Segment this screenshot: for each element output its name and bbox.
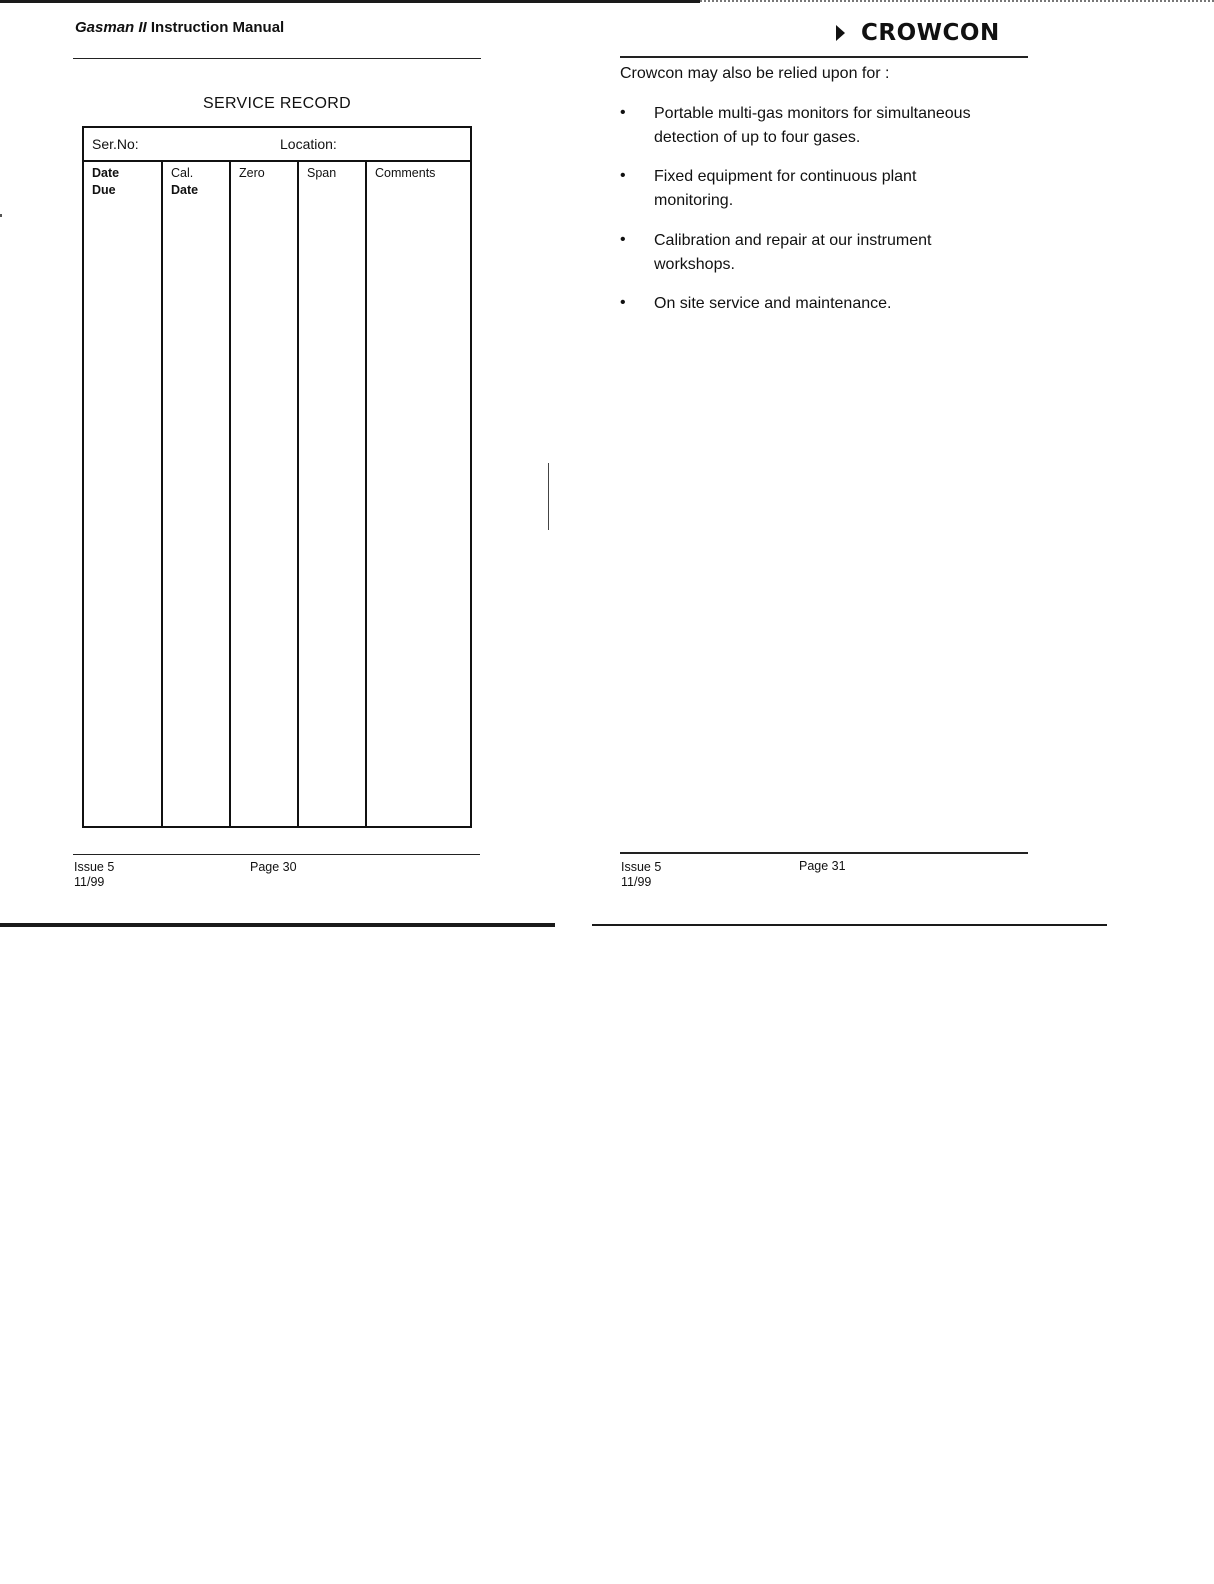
bullet-item: On site service and maintenance. — [654, 295, 892, 312]
service-record-title: SERVICE RECORD — [203, 95, 351, 112]
bullet-symbol: • — [620, 167, 626, 184]
logo-text: CROWCON — [861, 20, 1000, 46]
column-date-due — [84, 162, 161, 826]
column-zero — [229, 162, 297, 826]
manual-title — [75, 19, 284, 36]
footer-date: 11/99 — [74, 875, 105, 889]
column-header — [375, 165, 435, 182]
left-footer-rule — [73, 854, 480, 855]
column-header — [239, 165, 265, 182]
column-header-line1: Span — [307, 166, 337, 180]
column-cal-date — [161, 162, 229, 826]
bullet-item: Portable multi-gas monitors for simultaneous detection of up to four gases. — [654, 105, 971, 146]
intro-text: Crowcon may also be relied upon for : — [620, 65, 890, 82]
column-header — [92, 165, 119, 199]
ser-no-label: Ser.No: — [92, 136, 139, 152]
column-header-line1: Cal. — [171, 166, 194, 180]
left-footer-issue — [74, 860, 114, 890]
footer-issue: Issue 5 — [74, 860, 115, 874]
footer-issue: Issue 5 — [621, 860, 662, 874]
manual-title-rest: Instruction Manual — [146, 19, 285, 36]
scan-fold-mark — [548, 463, 549, 530]
bullet-symbol: • — [620, 104, 626, 121]
bullet-symbol: • — [620, 294, 626, 311]
right-footer-page: Page 31 — [799, 859, 846, 873]
column-span — [297, 162, 365, 826]
scan-edge-top — [0, 0, 700, 3]
column-header-line1: Comments — [375, 166, 436, 180]
crowcon-logo — [836, 18, 1000, 48]
bullet-item: Fixed equipment for continuous plant monitoring. — [654, 168, 917, 209]
right-footer-rule — [620, 852, 1028, 854]
scan-margin-tick — [0, 214, 2, 217]
manual-title-product: Gasman II — [75, 19, 147, 36]
bullet-symbol: • — [620, 231, 626, 248]
left-footer-page: Page 30 — [250, 860, 297, 874]
left-header-rule — [73, 58, 481, 59]
column-header-line2: Due — [92, 183, 116, 197]
chevron-right-icon — [836, 25, 845, 41]
service-record-table — [82, 126, 472, 828]
scan-edge-top-dotted — [700, 0, 1214, 5]
footer-date: 11/99 — [621, 875, 652, 889]
scan-edge-bottom-right — [592, 924, 1107, 926]
column-header-line2: Date — [171, 183, 199, 197]
column-header-line1: Zero — [239, 166, 265, 180]
column-header — [171, 165, 198, 199]
service-record-header-row — [84, 128, 470, 162]
bullet-item: Calibration and repair at our instrument workshops. — [654, 232, 932, 273]
right-header-rule — [620, 56, 1028, 58]
right-footer-issue — [621, 860, 661, 890]
scan-edge-bottom-left — [0, 923, 555, 927]
location-label: Location: — [280, 136, 337, 152]
column-header — [307, 165, 336, 182]
column-comments — [365, 162, 470, 826]
column-header-line1: Date — [92, 166, 120, 180]
